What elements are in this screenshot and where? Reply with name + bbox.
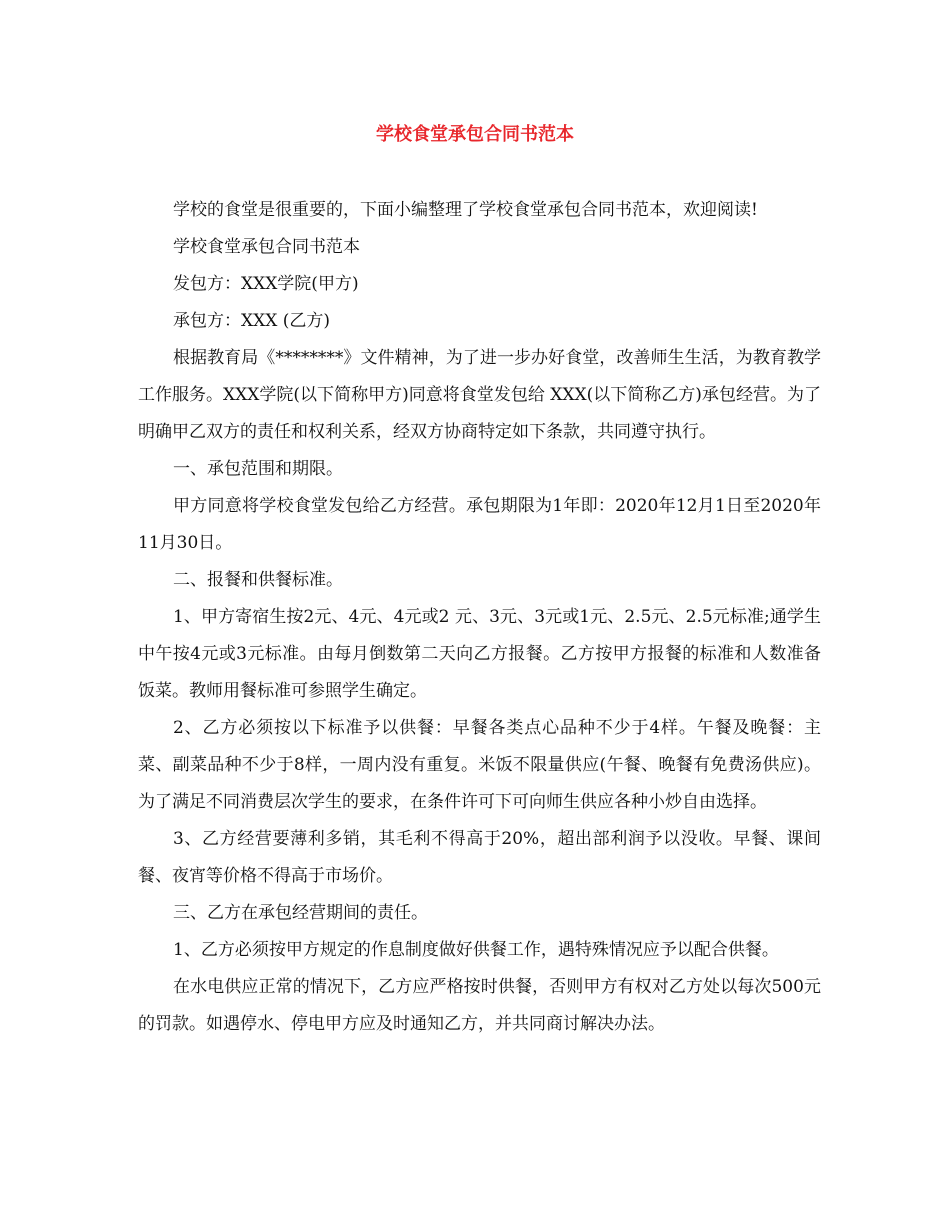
paragraph-clause-3-1-note: 在水电供应正常的情况下，乙方应严格按时供餐，否则甲方有权对乙方处以每次500元的罚款。如遇停水、停电甲方应及时通知乙方，并共同商讨解决办法。	[138, 977, 821, 1034]
paragraph-subtitle: 学校食堂承包合同书范本	[173, 237, 360, 257]
document-title: 学校食堂承包合同书范本	[376, 124, 574, 145]
paragraph-preamble: 根据教育局《********》文件精神，为了进一步办好食堂，改善师生生活，为教育教学工作服务。XXX学院(以下简称甲方)同意将食堂发包给 XXX(以下简称乙方)承包经营。为了明确甲乙双方的责任和权利关系，经双方协商特定如下条款，共同遵守执行。	[138, 348, 821, 442]
paragraph-issuer: 发包方：XXX学院(甲方)	[173, 274, 359, 294]
paragraph-intro: 学校的食堂是很重要的，下面小编整理了学校食堂承包合同书范本，欢迎阅读!	[173, 200, 758, 220]
paragraph-term: 甲方同意将学校食堂发包给乙方经营。承包期限为1年即：2020年12月1日至2020年11月30日。	[138, 496, 821, 553]
paragraph-clause-2-2: 2、乙方必须按以下标准予以供餐：早餐各类点心品种不少于4样。午餐及晚餐：主菜、副菜品种不少于8样，一周内没有重复。米饭不限量供应(午餐、晚餐有免费汤供应)。为了满足不同消费层次学生的要求，在条件许可下可向师生供应各种小炒自由选择。	[138, 718, 821, 812]
paragraph-contractor: 承包方：XXX (乙方)	[173, 311, 330, 331]
paragraph-clause-3-1: 1、乙方必须按甲方规定的作息制度做好供餐工作，遇特殊情况应予以配合供餐。	[173, 940, 779, 960]
paragraph-clause-2-3: 3、乙方经营要薄利多销，其毛利不得高于20%，超出部利润予以没收。早餐、课间餐、夜宵等价格不得高于市场价。	[138, 829, 821, 886]
document-body	[138, 192, 821, 1043]
section-heading-2: 二、报餐和供餐标准。	[173, 570, 343, 590]
section-heading-1: 一、承包范围和期限。	[173, 459, 343, 479]
section-heading-3: 三、乙方在承包经营期间的责任。	[173, 903, 428, 923]
paragraph-clause-2-1: 1、甲方寄宿生按2元、4元、4元或2 元、3元、3元或1元、2.5元、2.5元标准;通学生中午按4元或3元标准。由每月倒数第二天向乙方报餐。乙方按甲方报餐的标准和人数准备饭菜。教师用餐标准可参照学生确定。	[138, 607, 821, 701]
